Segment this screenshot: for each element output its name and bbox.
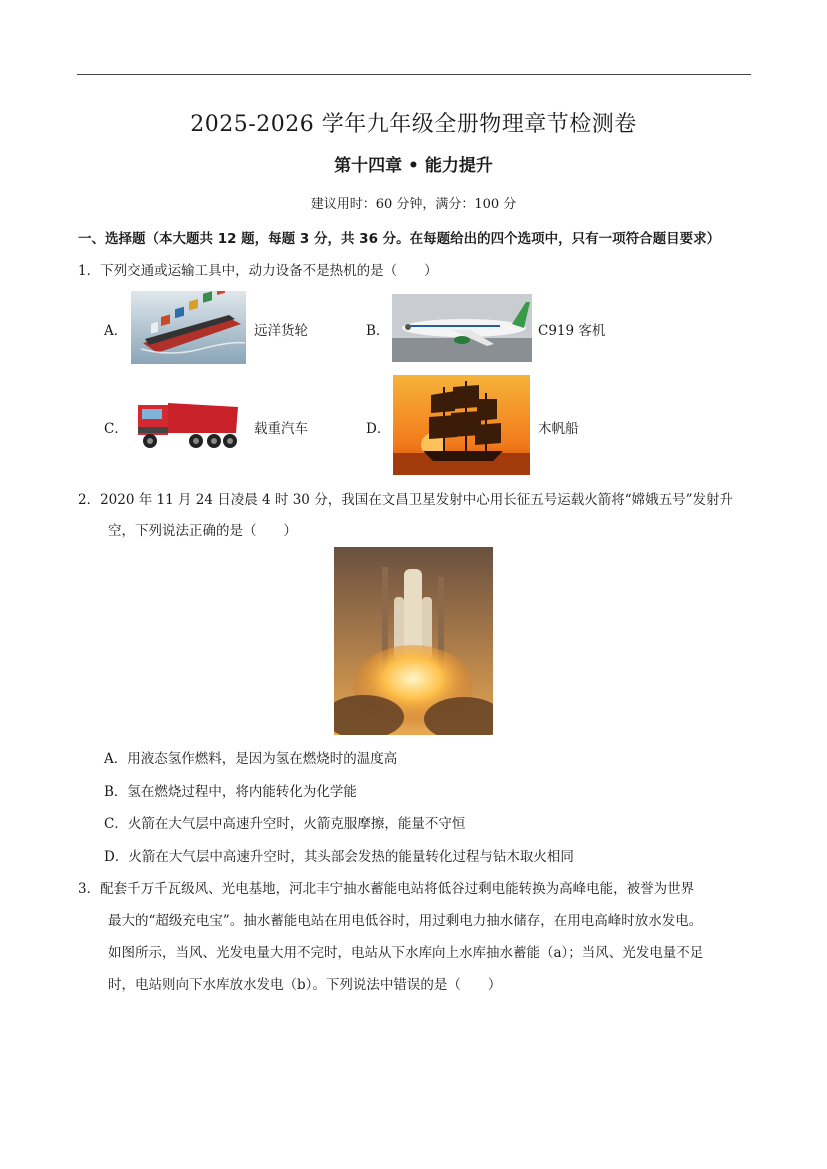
q1-option-b-letter: B． (366, 323, 390, 339)
page-title: 2025-2026 学年九年级全册物理章节检测卷 (190, 112, 637, 137)
q2-stem-line2: 空，下列说法正确的是（ ） (108, 523, 297, 539)
sailing-ship-image (393, 375, 530, 475)
q3-stem-line3: 如图所示，当风、光发电量大用不完时，电站从下水库向上水库抽水蓄能（a）；当风、光发电量不足 (108, 945, 704, 961)
q1-option-b-text: C919 客机 (538, 323, 606, 339)
q1-option-d-letter: D． (366, 421, 391, 437)
q1-option-d-text: 木帆船 (538, 421, 579, 437)
q2-option-b: B．氢在燃烧过程中，将内能转化为化学能 (104, 784, 357, 800)
q1-stem: 1．下列交通或运输工具中，动力设备不是热机的是（ ） (78, 263, 438, 279)
cargo-ship-image (131, 291, 246, 364)
c919-airplane-image (392, 294, 532, 362)
dump-truck-image (134, 393, 240, 453)
q2-stem-line1: 2．2020 年 11 月 24 日凌晨 4 时 30 分，我国在文昌卫星发射中心用长征五号运载火箭将“嫦娥五号”发射升 (78, 492, 733, 508)
q1-option-a-letter: A． (104, 323, 128, 339)
q3-stem-line1: 3．配套千万千瓦级风、光电基地，河北丰宁抽水蓄能电站将低谷过剩电能转换为高峰电能，被誉为世界 (78, 881, 695, 897)
rocket-launch-image (334, 547, 493, 735)
q2-option-c: C．火箭在大气层中高速升空时，火箭克服摩擦，能量不守恒 (104, 816, 466, 832)
q1-option-c-text: 载重汽车 (254, 421, 308, 437)
section-heading: 一、选择题（本大题共 12 题，每题 3 分，共 36 分。在每题给出的四个选项中，只有一项符合题目要求） (78, 231, 721, 247)
q2-option-d: D．火箭在大气层中高速升空时，其头部会发热的能量转化过程与钻木取火相同 (104, 849, 574, 865)
chapter-subtitle: 第十四章 • 能力提升 (334, 156, 493, 176)
q3-stem-line4: 时，电站则向下水库放水发电（b）。下列说法中错误的是（ ） (108, 977, 502, 993)
q1-option-c-letter: C． (104, 421, 128, 437)
q3-stem-line2: 最大的“超级充电宝”。抽水蓄能电站在用电低谷时，用过剩电力抽水储存，在用电高峰时放水发电。 (108, 913, 703, 929)
time-info: 建议用时：60 分钟，满分：100 分 (310, 197, 517, 212)
q2-option-a: A．用液态氢作燃料，是因为氢在燃烧时的温度高 (104, 751, 398, 767)
q1-option-a-text: 远洋货轮 (254, 323, 308, 339)
header-rule (77, 74, 751, 75)
